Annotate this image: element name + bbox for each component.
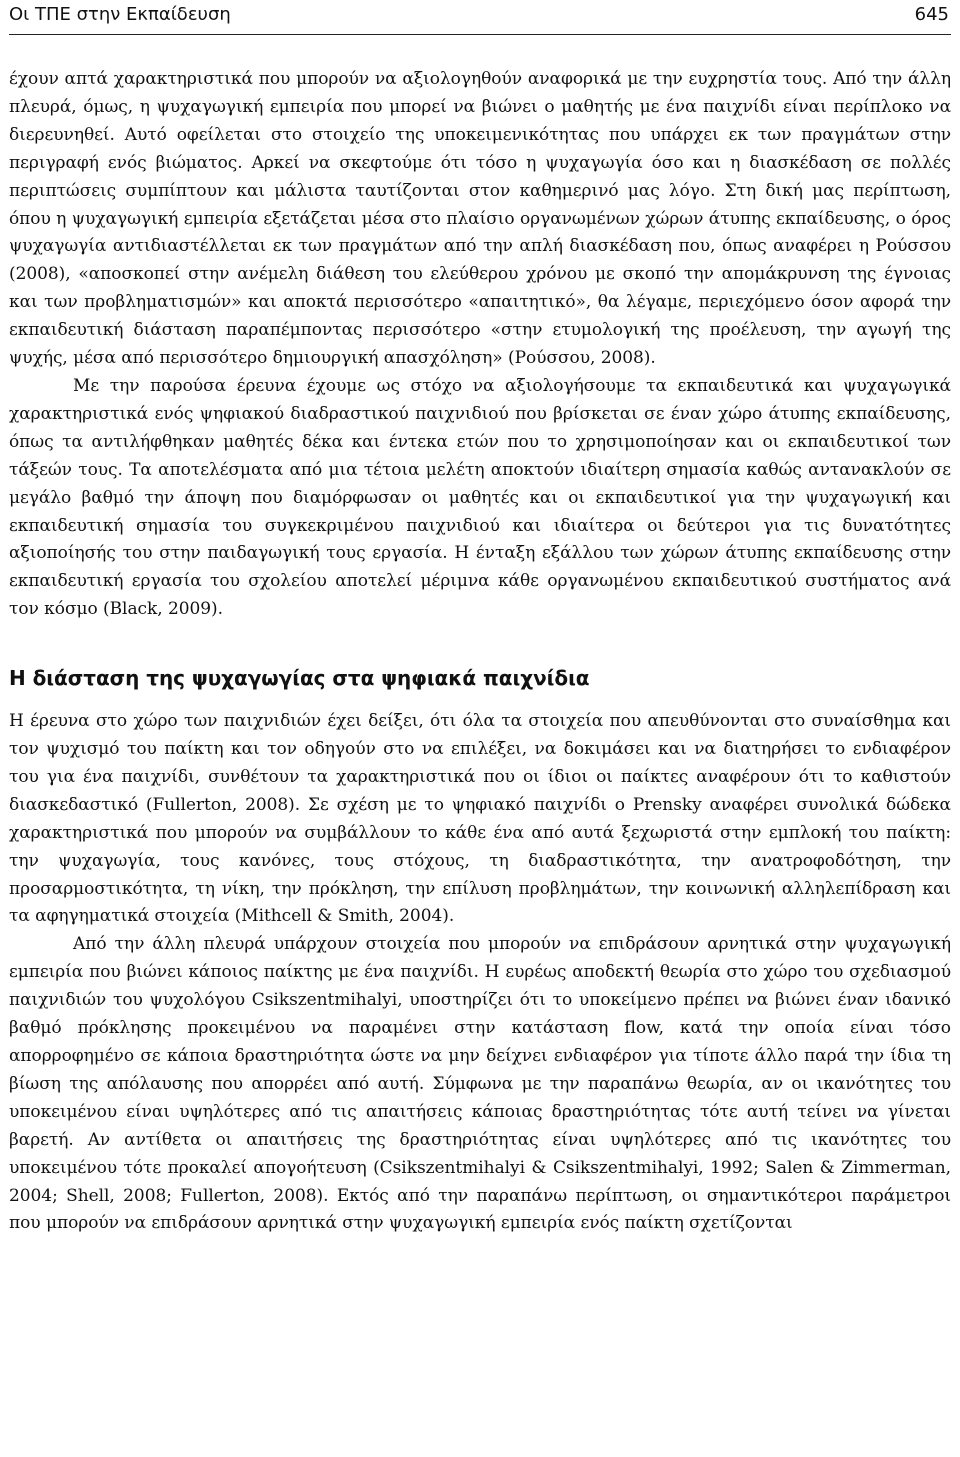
section-heading: Η διάσταση της ψυχαγωγίας στα ψηφιακά παιχνίδια	[9, 666, 590, 691]
paragraph-section-intro: Η έρευνα στο χώρο των παιχνιδιών έχει δείξει, ότι όλα τα στοιχεία που απευθύνονται στο συναίσθημα και τον ψυχισμό του παίκτη και τον οδηγούν στο να επιλέξει, να δοκιμάσει και να διατηρήσει το ενδιαφέρον του για ένα παιχνίδι, συνθέτουν τα χαρακτηριστικά που οι ίδιοι οι παίκτες αναφέρουν ότι το καθιστούν διασκεδαστικό (Fullerton, 2008). Σε σχέση με το ψηφιακό παιχνίδι ο Prensky αναφέρει συνολικά δώδεκα χαρακτηριστικά που μπορούν να συμβάλλουν το κάθε ένα από αυτά ξεχωριστά στην εμπλοκή του παίκτη: την ψυχαγωγία, τους κανόνες, τους στόχους, τη διαδραστικότητα, την ανατροφοδότηση, την προσαρμοστικότητα, τη νίκη, την πρόκληση, την επίλυση προβλημάτων, την κοινωνική αλληλεπίδραση και τα αφηγηματικά στοιχεία (Mithcell & Smith, 2004).	[9, 711, 951, 927]
paragraph-section-flow: Από την άλλη πλευρά υπάρχουν στοιχεία που μπορούν να επιδράσουν αρνητικά στην ψυχαγωγική εμπειρία που βιώνει κάποιος παίκτης με ένα παιχνίδι. Η ευρέως αποδεκτή θεωρία στο χώρο του σχεδιασμού παιχνιδιών του ψυχολόγου Csikszentmihalyi, υποστηρίζει ότι το υποκείμενο πρέπει να βιώνει έναν ιδανικό βαθμό πρόκλησης προκειμένου να παραμένει στην κατάσταση flow, κατά την οποία είναι τόσο απορροφημένο σε κάποια δραστηριότητα ώστε να μην δείχνει ενδιαφέρον για τίποτε άλλο παρά την ίδια τη βίωση της απόλαυσης που απορρέει από αυτή. Σύμφωνα με την παραπάνω θεωρία, αν οι ικανότητες του υποκειμένου είναι υψηλότερες από τις απαιτήσεις κάποιας δραστηριότητας τότε αυτή τείνει να γίνεται βαρετή. Αν αντίθετα οι απαιτήσεις της δραστηριότητας είναι υψηλότερες από τις ικανότητες του υποκειμένου τότε προκαλεί απογοήτευση (Csikszentmihalyi & Csikszentmihalyi, 1992; Salen & Zimmerman, 2004; Shell, 2008; Fullerton, 2008). Εκτός από την παραπάνω περίπτωση, οι σημαντικότεροι παράμετροι που μπορούν να επιδράσουν αρνητικά στην ψυχαγωγική εμπειρία ενός παίκτη σχετίζονται	[9, 934, 951, 1234]
paragraph-continued: έχουν απτά χαρακτηριστικά που μπορούν να αξιολογηθούν αναφορικά με την ευχρηστία τους. Από την άλλη πλευρά, όμως, η ψυχαγωγική εμπειρία που μπορεί να βιώνει ο μαθητής με ένα παιχνίδι είναι περίπλοκο να διερευνηθεί. Αυτό οφείλεται στο στοιχείο της υποκειμενικότητας που υπάρχει εκ των πραγμάτων στην περιγραφή ενός βιώματος. Αρκεί να σκεφτούμε ότι τόσο η ψυχαγωγία όσο και η διασκέδαση σε πολλές περιπτώσεις συμπίπτουν και μάλιστα ταυτίζονται στον καθημερινό μας λόγο. Στη δική μας περίπτωση, όπου η ψυχαγωγική εμπειρία εξετάζεται μέσα στο πλαίσιο οργανωμένων χώρων άτυπης εκπαίδευσης, ο όρος ψυχαγωγία αντιδιαστέλλεται εκ των πραγμάτων από την απλή διασκέδαση που, όπως αναφέρει η Ρούσσου (2008), «αποσκοπεί στην ανέμελη διάθεση του ελεύθερου χρόνου με σκοπό την απομάκρυνση της έγνοιας και των προβληματισμών» και αποκτά περισσότερο «απαιτητικό», θα λέγαμε, περιεχόμενο όσον αφορά την εκπαιδευτική διάσταση παραπέμποντας περισσότερο «στην ετυμολογική της προέλευση, την αγωγή της ψυχής, μέσα από περισσότερο δημιουργική απασχόληση» (Ρούσσου, 2008).	[9, 69, 951, 369]
running-header	[9, 0, 951, 35]
running-title: Οι ΤΠΕ στην Εκπαίδευση	[9, 4, 231, 25]
paragraph-research-aim: Με την παρούσα έρευνα έχουμε ως στόχο να αξιολογήσουμε τα εκπαιδευτικά και ψυχαγωγικά χαρακτηριστικά ενός ψηφιακού διαδραστικού παιχνιδιού που βρίσκεται σε έναν χώρο άτυπης εκπαίδευσης, όπως τα αντιλήφθηκαν μαθητές δέκα και έντεκα ετών που το χρησιμοποίησαν και οι εκπαιδευτικοί των τάξεών τους. Τα αποτελέσματα από μια τέτοια μελέτη αποκτούν ιδιαίτερη σημασία καθώς αντανακλούν σε μεγάλο βαθμό την άποψη που διαμόρφωσαν οι μαθητές και οι εκπαιδευτικοί για την ψυχαγωγική και εκπαιδευτική σημασία του συγκεκριμένου παιχνιδιού και ιδιαίτερα οι δεύτεροι για τις δυνατότητες αξιοποίησής του στην παιδαγωγική τους εργασία. Η ένταξη εξάλλου των χώρων άτυπης εκπαίδευσης στην εκπαιδευτική εργασία του σχολείου αποτελεί μέριμνα κάθε οργανωμένου εκπαιδευτικού συστήματος ανά τον κόσμο (Black, 2009).	[9, 375, 951, 620]
page-number: 645	[914, 4, 949, 25]
body-text	[9, 66, 951, 1238]
